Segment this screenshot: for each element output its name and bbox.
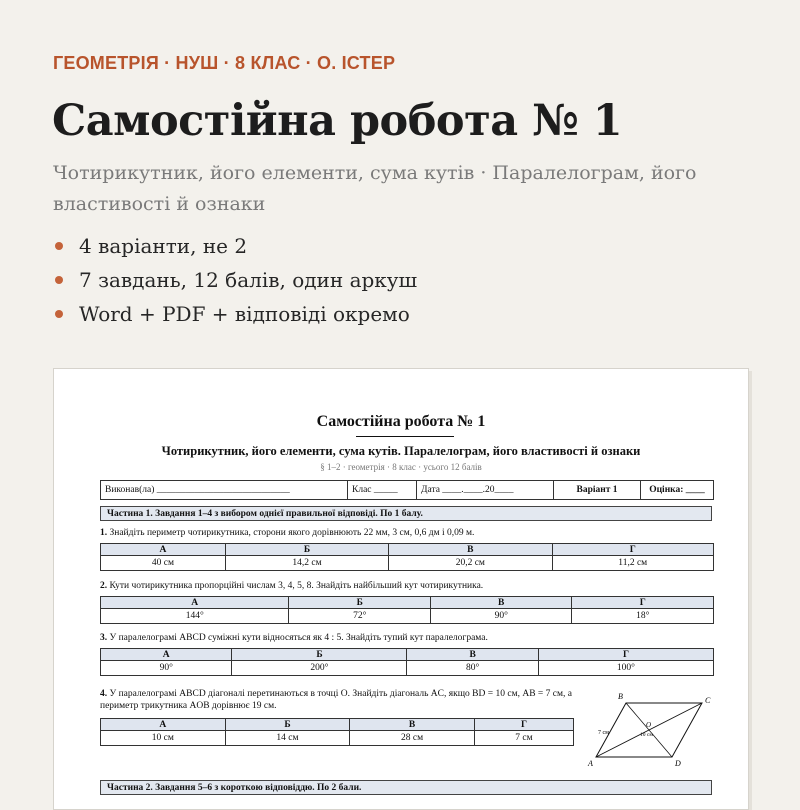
answer-table-1 bbox=[100, 543, 714, 571]
option-letter: В bbox=[407, 649, 538, 661]
title-underline bbox=[356, 436, 454, 437]
part-2-header: Частина 2. Завдання 5–6 з короткою відповіддю. По 2 бали. bbox=[100, 780, 712, 795]
grade-field: Оцінка: ____ bbox=[641, 481, 714, 500]
answer-option: 14,2 см bbox=[225, 556, 388, 571]
option-letter: Б bbox=[225, 544, 388, 556]
question-number: 2. bbox=[100, 581, 108, 591]
answer-option: 10 см bbox=[101, 731, 226, 746]
answer-option: 20,2 см bbox=[389, 556, 552, 571]
side-ab-length: 7 см bbox=[598, 730, 609, 736]
feature-item bbox=[53, 232, 417, 266]
page-subtitle: Чотирикутник, його елементи, сума кутів · Паралелограм, його властивості й ознаки bbox=[53, 162, 697, 215]
class-field: Клас _____ bbox=[348, 481, 417, 500]
feature-text: Word + PDF + відповіді окремо bbox=[79, 302, 410, 326]
date-field: Дата ____.____.20____ bbox=[417, 481, 554, 500]
option-letter: Б bbox=[232, 649, 407, 661]
name-field: Виконав(ла) ____________________________ bbox=[101, 481, 348, 500]
option-letter: А bbox=[101, 649, 232, 661]
option-letter: Б bbox=[225, 719, 350, 731]
answer-option: 90° bbox=[101, 661, 232, 676]
question-text: Кути чотирикутника пропорційні числам 3, 4, 5, 8. Знайдіть найбільший кут чотирикутника. bbox=[109, 581, 484, 591]
answer-option: 144° bbox=[101, 609, 289, 624]
feature-text: 4 варіанти, не 2 bbox=[79, 234, 248, 258]
worksheet-preview bbox=[53, 368, 749, 810]
option-letter: В bbox=[350, 719, 475, 731]
worksheet-subtitle: Чотирикутник, його елементи, сума кутів. Паралелограм, його властивості й ознаки bbox=[161, 444, 641, 458]
feature-list bbox=[53, 232, 417, 334]
parallelogram-figure bbox=[584, 689, 724, 767]
answer-option: 28 см bbox=[350, 731, 475, 746]
option-letter: А bbox=[101, 719, 226, 731]
bullet-dot-icon bbox=[55, 276, 63, 284]
variant-cell: Варіант 1 bbox=[554, 481, 641, 500]
question-text: У паралелограмі ABCD суміжні кути відносяться як 4 : 5. Знайдіть тупий кут паралелограма. bbox=[109, 633, 488, 643]
answer-option: 80° bbox=[407, 661, 538, 676]
feature-item bbox=[53, 300, 417, 334]
question-text: Знайдіть периметр чотирикутника, сторони якого дорівнюють 22 мм, 3 см, 0,6 дм і 0,09 м. bbox=[109, 528, 475, 538]
option-letter: А bbox=[101, 597, 289, 609]
diagonal-bd bbox=[626, 703, 672, 757]
answer-option: 7 см bbox=[474, 731, 573, 746]
part-1-header: Частина 1. Завдання 1–4 з вибором однієї правильної відповіді. По 1 балу. bbox=[100, 506, 712, 521]
answer-option: 14 см bbox=[225, 731, 350, 746]
diagonal-bd-length: 10 см bbox=[640, 732, 653, 738]
vertex-label-a: A bbox=[588, 759, 593, 767]
center-label-o: O bbox=[646, 721, 652, 729]
subject-kicker: ГЕОМЕТРІЯ · НУШ · 8 КЛАС · О. ІСТЕР bbox=[53, 53, 396, 73]
question-4 bbox=[100, 688, 578, 712]
question-3 bbox=[100, 632, 712, 644]
vertex-label-b: B bbox=[618, 692, 623, 701]
bullet-dot-icon bbox=[55, 242, 63, 250]
option-letter: Г bbox=[538, 649, 713, 661]
answer-table-2 bbox=[100, 596, 714, 624]
answer-option: 72° bbox=[289, 609, 431, 624]
feature-text: 7 завдань, 12 балів, один аркуш bbox=[79, 268, 418, 292]
bullet-dot-icon bbox=[55, 310, 63, 318]
answer-option: 90° bbox=[430, 609, 572, 624]
question-text: У паралелограмі ABCD діагоналі перетинаються в точці O. Знайдіть діагональ AC, якщо BD = 10 см, AB = 7 см, а периметр трикутника AOB дорівнює 19 см. bbox=[100, 689, 572, 711]
feature-item bbox=[53, 266, 417, 300]
option-letter: Б bbox=[289, 597, 431, 609]
worksheet-meta: § 1–2 · геометрія · 8 клас · усього 12 балів bbox=[320, 462, 482, 472]
question-number: 4. bbox=[100, 689, 108, 699]
option-letter: В bbox=[430, 597, 572, 609]
option-letter: Г bbox=[474, 719, 573, 731]
page-title: Самостійна робота № 1 bbox=[52, 96, 623, 146]
answer-option: 11,2 см bbox=[552, 556, 714, 571]
worksheet-title: Самостійна робота № 1 bbox=[316, 413, 486, 430]
answer-table-4 bbox=[100, 718, 574, 746]
option-letter: А bbox=[101, 544, 226, 556]
answer-option: 18° bbox=[572, 609, 714, 624]
question-1 bbox=[100, 527, 712, 539]
answer-option: 200° bbox=[232, 661, 407, 676]
question-2 bbox=[100, 580, 712, 592]
option-letter: Г bbox=[572, 597, 714, 609]
question-number: 1. bbox=[100, 528, 108, 538]
option-letter: В bbox=[389, 544, 552, 556]
question-number: 3. bbox=[100, 633, 108, 643]
answer-option: 100° bbox=[538, 661, 713, 676]
option-letter: Г bbox=[552, 544, 714, 556]
answer-option: 40 см bbox=[101, 556, 226, 571]
student-info-table bbox=[100, 480, 714, 500]
answer-table-3 bbox=[100, 648, 714, 676]
vertex-label-d: D bbox=[675, 759, 681, 767]
vertex-label-c: C bbox=[705, 696, 711, 705]
